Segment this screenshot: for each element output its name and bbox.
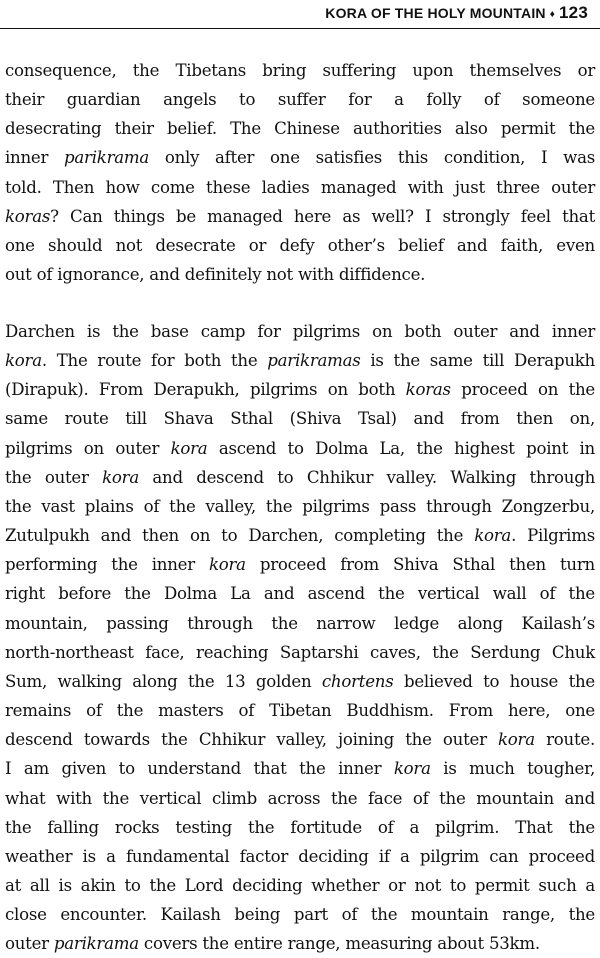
text-run: same route till Shava Sthal (Shiva Tsal) and from then on, (5, 409, 595, 429)
italic-term: koras (405, 380, 451, 400)
text-run: desecrating their belief. The Chinese authorities also permit the (5, 119, 595, 139)
text-run: . The route for both the (41, 351, 268, 371)
paragraph-2 (5, 317, 595, 958)
text-run: the falling rocks testing the fortitude of a pilgrim. That the (5, 817, 595, 837)
text-line (5, 404, 595, 433)
paragraph-1 (5, 56, 595, 289)
text-line (5, 609, 595, 638)
text-line (5, 842, 595, 871)
text-run: the vast plains of the valley, the pilgrims pass through Zongzerbu, (5, 496, 595, 516)
text-run: proceed on the (450, 380, 595, 400)
text-run: out of ignorance, and definitely not with diffidence. (5, 265, 426, 285)
text-line (5, 260, 595, 289)
text-run: inner (5, 148, 65, 168)
text-run: close encounter. Kailash being part of the mountain range, the (5, 905, 595, 925)
text-line (5, 173, 595, 202)
italic-term: koras (5, 206, 51, 226)
header-rule (0, 28, 600, 29)
italic-term: chortens (321, 671, 394, 691)
text-line (5, 114, 595, 143)
text-run: the outer (5, 467, 103, 487)
text-run: covers the entire range, measuring about 53km. (138, 934, 540, 954)
text-line (5, 463, 595, 492)
italic-term: parikramas (267, 351, 361, 371)
text-run: their guardian angels to suffer for a folly of someone (5, 90, 595, 110)
text-run: pilgrims on outer (5, 438, 171, 458)
text-run: consequence, the Tibetans bring suffering upon themselves or (5, 61, 595, 80)
text-run: Zutulpukh and then on to Darchen, completing the (5, 526, 475, 546)
text-run: Sum, walking along the 13 golden (5, 671, 322, 691)
text-run: mountain, passing through the narrow ledge along Kailash’s (5, 613, 595, 633)
text-line (5, 317, 595, 346)
text-run: north-northeast face, reaching Saptarshi caves, the Serdung Chuk (5, 642, 595, 662)
text-run: remains of the masters of Tibetan Buddhism. From here, one (5, 701, 595, 721)
text-line (5, 202, 595, 231)
text-line (5, 900, 595, 929)
separator-diamond: ♦ (549, 9, 556, 20)
text-run: (Dirapuk). From Derapukh, pilgrims on both (5, 380, 406, 400)
text-line (5, 667, 595, 696)
text-run: is much tougher, (430, 759, 595, 779)
italic-term: parikrama (53, 934, 139, 954)
text-run: one should not desecrate or defy other’s belief and faith, even (5, 235, 595, 255)
text-line (5, 929, 595, 958)
italic-term: kora (170, 438, 208, 458)
text-line (5, 143, 595, 172)
italic-term: kora (474, 526, 512, 546)
italic-term: kora (102, 467, 139, 487)
italic-term: kora (5, 351, 42, 371)
text-run: ascend to Dolma La, the highest point in (207, 438, 595, 458)
italic-term: parikrama (64, 148, 150, 168)
text-run: . Pilgrims (511, 526, 595, 546)
text-run: performing the inner (5, 555, 209, 575)
text-line (5, 754, 595, 783)
text-run: Darchen is the base camp for pilgrims on both outer and inner (5, 322, 595, 341)
text-run: what with the vertical climb across the face of the mountain and (5, 788, 595, 808)
text-line (5, 638, 595, 667)
text-run: is the same till Derapukh (360, 351, 595, 371)
italic-term: kora (498, 730, 535, 750)
text-line (5, 550, 595, 579)
page-header (0, 0, 600, 28)
text-run: ? Can things be managed here as well? I strongly feel that (50, 206, 595, 226)
text-run: descend towards the Chhikur valley, joining the outer (5, 730, 498, 750)
text-line (5, 375, 595, 404)
running-head (325, 3, 588, 23)
text-run: at all is akin to the Lord deciding whether or not to permit such a (5, 875, 595, 895)
italic-term: kora (393, 759, 431, 779)
text-line (5, 579, 595, 608)
text-run: weather is a fundamental factor deciding if a pilgrim can proceed (5, 846, 595, 866)
text-line (5, 85, 595, 114)
text-line (5, 696, 595, 725)
page-number: 123 (559, 3, 588, 22)
text-run: believed to house the (393, 671, 595, 691)
running-title: KORA OF THE HOLY MOUNTAIN (325, 5, 546, 21)
text-run: proceed from Shiva Sthal then turn (245, 555, 595, 575)
text-run: I am given to understand that the inner (5, 759, 394, 779)
text-line (5, 521, 595, 550)
text-line (5, 784, 595, 813)
text-line (5, 56, 595, 85)
text-line (5, 492, 595, 521)
text-run: outer (5, 934, 54, 954)
text-line (5, 725, 595, 754)
text-line (5, 434, 595, 463)
text-run: only after one satisfies this condition, I was (149, 148, 595, 168)
text-line (5, 871, 595, 900)
text-line (5, 813, 595, 842)
italic-term: kora (208, 555, 246, 575)
text-line (5, 346, 595, 375)
text-run: told. Then how come these ladies managed with just three outer (5, 177, 595, 197)
text-run: route. (534, 730, 595, 750)
text-run: and descend to Chhikur valley. Walking through (138, 467, 596, 487)
text-run: right before the Dolma La and ascend the vertical wall of the (5, 584, 595, 604)
text-line (5, 231, 595, 260)
